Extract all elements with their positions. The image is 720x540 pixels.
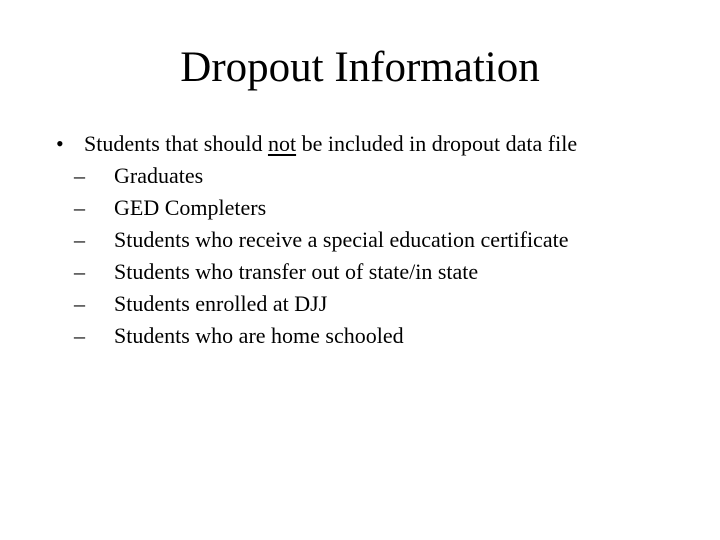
sub-bullet-text: Graduates [114, 163, 204, 188]
sub-bullet-text: Students who are home schooled [114, 323, 404, 348]
slide-title: Dropout Information [180, 44, 540, 91]
bullet-text-underlined: not [267, 131, 297, 156]
dash-icon: – [74, 291, 85, 316]
sub-bullet-text: Students who transfer out of state/in state [114, 259, 479, 284]
bullet-text-after: be included in dropout data file [296, 131, 578, 156]
sub-bullet-text: Students who receive a special education certificate [114, 227, 569, 252]
sub-bullet-item [56, 160, 696, 192]
sub-bullet-list [56, 160, 696, 352]
sub-bullet-item [56, 288, 696, 320]
dash-icon: – [74, 163, 85, 188]
dash-icon: – [74, 259, 85, 284]
sub-bullet-item [56, 256, 696, 288]
bullet-icon: • [56, 131, 64, 156]
bullet-text-before: Students that should [84, 131, 268, 156]
dash-icon: – [74, 227, 85, 252]
slide-body [56, 128, 696, 352]
main-bullet-text [84, 128, 577, 160]
dash-icon: – [74, 195, 85, 220]
sub-bullet-text: GED Completers [114, 195, 267, 220]
dash-icon: – [74, 323, 85, 348]
sub-bullet-item [56, 192, 696, 224]
sub-bullet-item [56, 320, 696, 352]
main-bullet [56, 128, 696, 160]
sub-bullet-text: Students enrolled at DJJ [114, 291, 328, 316]
sub-bullet-item [56, 224, 696, 256]
